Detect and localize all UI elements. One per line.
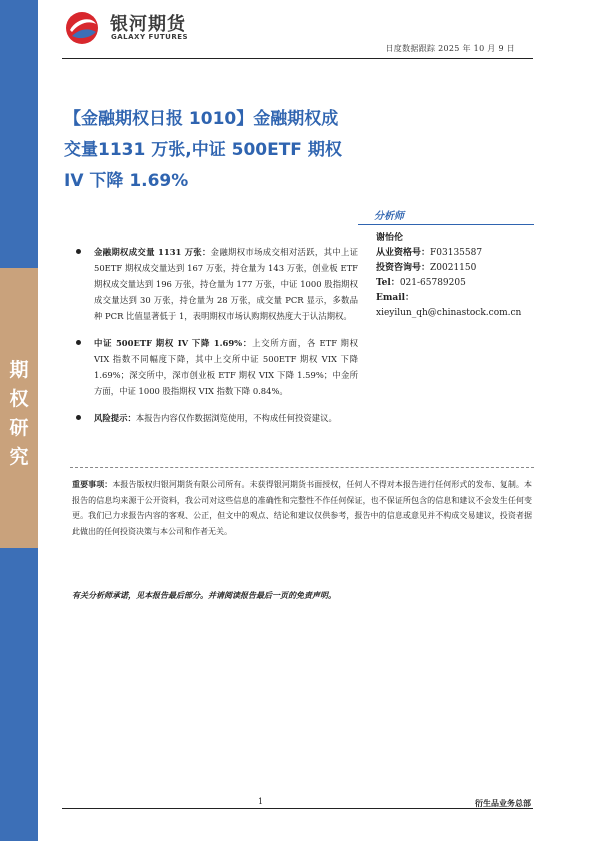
disclaimer-note: 有关分析师承诺，见本报告最后部分。并请阅读报告最后一页的免责声明。: [72, 590, 336, 600]
summary-bullets: [76, 244, 358, 437]
email-label: Email：: [376, 293, 415, 303]
header-divider: [62, 58, 533, 59]
report-title: 【金融期权日报 1010】金融期权成交量1131 万张,中证 500ETF 期权 IV 下降 1.69%: [64, 109, 342, 191]
side-banner-char: 研: [9, 417, 29, 439]
bullet-text: 金融期权市场成交相对活跃，其中上证 50ETF 期权成交量达到 167 万张，持仓量为 143 万张，创业板 ETF 期权成交量达到 196 万张，持仓量为 177 万张，中证 1000 股指期权成交量达到 30 万张，持仓量为 28 万张，成交量 PCR 显示，多数品种 PCR 比值显著低于 1，表明期权市场认购期权热度大于认沽期权。: [94, 247, 359, 321]
tel-number: 021-65789205: [399, 278, 466, 288]
email-address[interactable]: xieyilun_qh@chinastock.com.cn: [376, 308, 522, 318]
bullet-text: 上交所方面，各 ETF 期权 VIX 指数不同幅度下降，其中上交所中证 500ETF 期权 VIX 下降 1.69%；深交所中，深市创业板 ETF 期权 VIX 下降 1.59%；中金所方面，中证 1000 股指期权 VIX 指数下降 0.84%。: [94, 338, 358, 396]
header-date-line: 日度数据跟踪 2025 年 10 月 9 日: [385, 44, 515, 53]
bullet-text: 本报告内容仅作数据浏览使用，不构成任何投资建议。: [135, 413, 337, 423]
bullet-lead: 金融期权成交量 1131 万张：: [94, 247, 211, 257]
bullet-lead: 风险提示：: [94, 413, 136, 423]
brand-name-cn: 银河期货: [110, 14, 186, 35]
analyst-divider: [358, 224, 534, 225]
bullet-risk: [76, 410, 358, 426]
bullet-lead: 中证 500ETF 期权 IV 下降 1.69%：: [94, 338, 253, 348]
analyst-name: 谢怡伦: [376, 233, 404, 243]
bullet-volume: [76, 244, 358, 324]
galaxy-logo-icon: [62, 10, 102, 46]
page-number: 1: [258, 797, 264, 806]
disclaimer-text: 本报告版权归银河期货有限公司所有。未获得银河期货书面授权，任何人不得对本报告进行任何形式的发布、复制。本报告的信息均来源于公开资料，我公司对这些信息的准确性和完整性不作任何保证，也不保证所包含的信息和建议不会发生任何变更。我们已力求报告内容的客观、公正，但文中的观点、结论和建议仅供参考，报告中的信息或意见并不构成交易建议，投资者据此做出的任何投资决策与本公司和作者无关。: [72, 480, 532, 536]
tel-label: Tel：: [376, 278, 400, 288]
analyst-info: [376, 231, 521, 321]
company-logo: [62, 10, 222, 46]
qualification-number: F03135587: [430, 248, 483, 258]
disclaimer-lead: 重要事项：: [72, 479, 113, 489]
brand-name-en: GALAXY FUTURES: [111, 33, 189, 41]
bullet-iv: [76, 335, 358, 399]
side-banner-text: [0, 356, 38, 472]
side-banner-char: 究: [9, 446, 29, 468]
disclaimer: [72, 477, 532, 539]
investment-label: 投资咨询号：: [376, 263, 431, 273]
footer-divider: [62, 808, 533, 809]
qualification-label: 从业资格号：: [376, 248, 431, 258]
analyst-section-label: 分析师: [374, 211, 404, 222]
footer-department: 衍生品业务总部: [475, 798, 531, 808]
disclaimer-divider: [70, 467, 534, 468]
investment-number: Z0021150: [430, 263, 477, 273]
side-banner-char: 权: [9, 388, 29, 410]
side-banner-char: 期: [9, 359, 29, 381]
